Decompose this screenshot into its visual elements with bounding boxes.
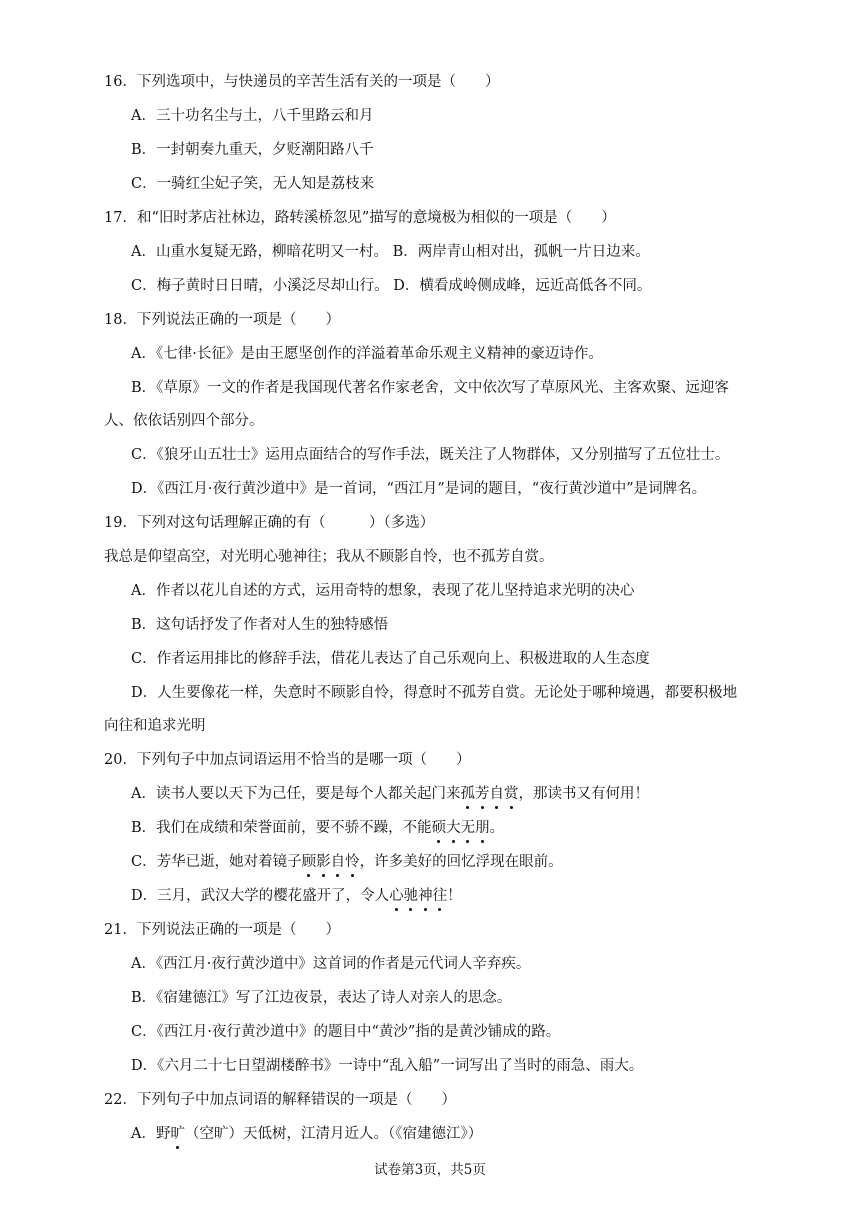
option-21d: D．《六月二十七日望湖楼醉书》一诗中“乱入船”一词写出了当时的雨急、雨大。 [131, 1058, 644, 1074]
dotted-char: 芳 [474, 786, 490, 802]
option-22a [131, 1124, 482, 1144]
question-16: 16．下列选项中，与快递员的辛苦生活有关的一项是（ ） [104, 74, 500, 90]
dotted-char: 孤 [460, 786, 475, 802]
option-text: 。 [489, 820, 505, 836]
option-16b: B．一封朝奏九重天，夕贬潮阳路八千 [131, 142, 374, 158]
option-18d: D．《西江月·夜行黄沙道中》是一首词，“西江月”是词的题目，“夜行黄沙道中”是词牌名。 [131, 481, 707, 497]
dotted-char: 赏 [503, 786, 519, 802]
option-text: C．芳华已逝，她对着镜子 [131, 854, 302, 870]
question-17: 17．和“旧时茅店社林边，路转溪桥忽见”描写的意境极为相似的一项是（ ） [104, 210, 616, 226]
dotted-char: 心 [389, 888, 404, 904]
dotted-char: 无 [460, 820, 476, 836]
option-18b-continued: 人、依依话别四个部分。 [104, 413, 264, 429]
dotted-char: 旷 [170, 1126, 185, 1142]
option-text: B．我们在成绩和荣誉面前，要不骄不躁，不能 [131, 820, 432, 836]
option-text: A．野 [131, 1126, 171, 1142]
dotted-char: 驰 [403, 888, 419, 904]
option-text: A．读书人要以天下为己任，要是每个人都关起门来 [131, 786, 461, 802]
question-19-sentence: 我总是仰望高空，对光明心驰神往；我从不顾影自怜，也不孤芳自赏。 [104, 549, 554, 565]
page-footer: 试卷第3页，共5页 [374, 1162, 486, 1178]
dotted-char: 硕 [431, 820, 447, 836]
option-19d: D．人生要像花一样，失意时不顾影自怜，得意时不孤芳自赏。无论处于哪种境遇，都要积极地 [131, 685, 738, 701]
option-20a [131, 784, 649, 804]
option-18c: C．《狼牙山五壮士》运用点面结合的写作手法，既关注了人物群体，又分别描写了五位壮士。 [131, 447, 730, 463]
option-21a: A．《西江月·夜行黄沙道中》这首词的作者是元代词人辛弃疾。 [131, 956, 531, 972]
option-18b: B．《草原》一文的作者是我国现代著名作家老舍，文中依次写了草原风光、主客欢聚、远迎客 [131, 380, 729, 396]
dotted-char: 自 [489, 786, 504, 802]
dotted-char: 神 [418, 888, 433, 904]
option-19a: A．作者以花儿自述的方式，运用奇特的想象，表现了花儿坚持追求光明的决心 [131, 583, 635, 599]
question-21: 21．下列说法正确的一项是（ ） [104, 922, 340, 938]
dotted-char: 朋 [475, 820, 490, 836]
option-text: D．三月，武汉大学的樱花盛开了，令人 [131, 888, 390, 904]
question-19: 19．下列对这句话理解正确的有（ ）（多选） [104, 515, 435, 531]
option-21c: C．《西江月·夜行黄沙道中》的题目中“黄沙”指的是黄沙铺成的路。 [131, 1024, 561, 1040]
dotted-char: 自 [330, 854, 346, 870]
option-19b: B．这句话抒发了作者对人生的独特感悟 [131, 617, 389, 633]
option-text: ，那读书又有何用！ [518, 786, 649, 802]
option-19c: C．作者运用排比的修辞手法，借花儿表达了自己乐观向上、积极进取的人生态度 [131, 651, 650, 667]
dotted-char: 怜 [345, 854, 360, 870]
option-16a: A．三十功名尘与土，八千里路云和月 [131, 108, 374, 124]
option-17cd: C．梅子黄时日日晴，小溪泛尽却山行。 D．横看成岭侧成峰，远近高低各不同。 [131, 278, 652, 294]
option-17ab: A．山重水复疑无路，柳暗花明又一村。 B．两岸青山相对出，孤帆一片日边来。 [131, 244, 650, 260]
option-20d [131, 886, 462, 906]
option-20c [131, 852, 563, 872]
dotted-char: 影 [316, 854, 331, 870]
option-text: （空旷）天低树，江清月近人。（《宿建德江》） [184, 1126, 483, 1142]
option-text: ，许多美好的回忆浮现在眼前。 [359, 854, 563, 870]
option-16c: C．一骑红尘妃子笑，无人知是荔枝来 [131, 176, 375, 192]
question-18: 18．下列说法正确的一项是（ ） [104, 312, 340, 328]
option-19d-continued: 向往和追求光明 [104, 718, 206, 734]
dotted-char: 往 [432, 888, 448, 904]
dotted-char: 大 [446, 820, 461, 836]
option-21b: B．《宿建德江》写了江边夜景，表达了诗人对亲人的思念。 [131, 990, 512, 1006]
dotted-char: 顾 [301, 854, 317, 870]
option-18a: A．《七律·长征》是由王愿坚创作的洋溢着革命乐观主义精神的豪迈诗作。 [131, 346, 603, 362]
option-text: ！ [447, 888, 462, 904]
question-20: 20．下列句子中加点词语运用不恰当的是哪一项（ ） [104, 752, 471, 768]
option-20b [131, 818, 504, 838]
question-22: 22．下列句子中加点词语的解释错误的一项是（ ） [104, 1092, 456, 1108]
